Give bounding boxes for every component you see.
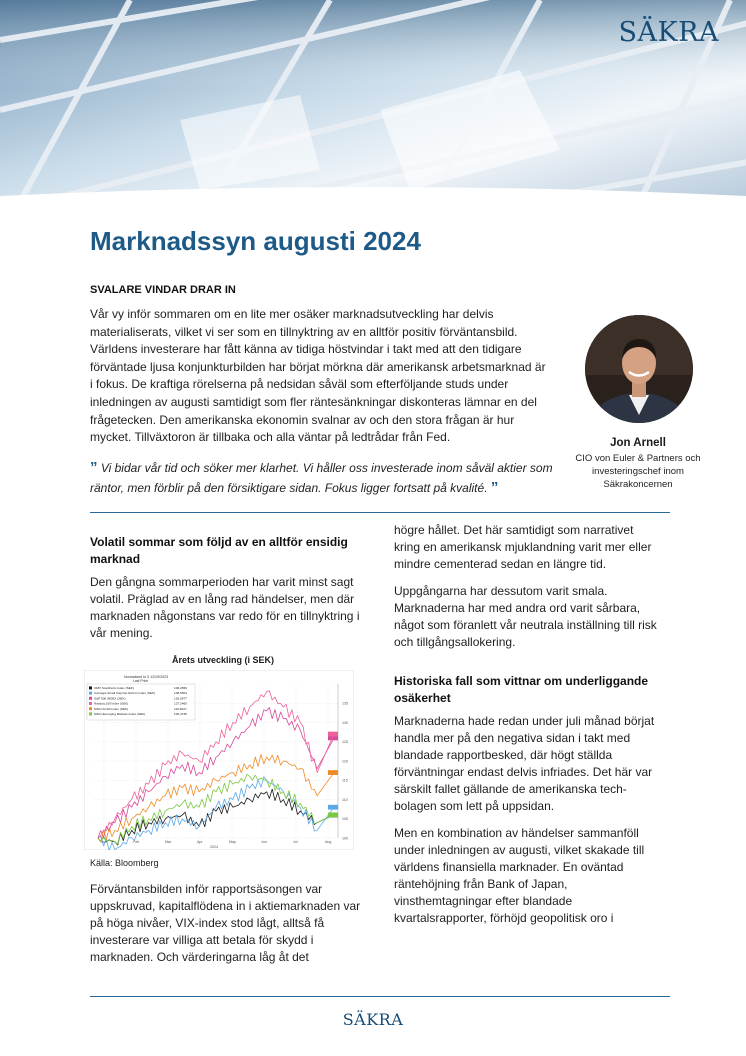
right-paragraph-2: Uppgångarna har dessutom varit smala. Marknaderna har med andra ord varit sårbara, något som föranlett vår neutrala inställning till risk och tillgångsallokering. — [394, 584, 657, 649]
right-heading: Historiska fall som vittnar om underliggande osäkerhet — [394, 674, 649, 705]
quote-close-icon: ” — [490, 479, 499, 496]
chart-series-end-marker — [328, 813, 338, 818]
chart-y-tick-label: 125 — [342, 740, 348, 745]
right-paragraph-3: Marknaderna hade redan under juli månad börjat handla mer på den negativa sidan i takt med blandade rapportbesked, där högt ställda förväntningar endast delvis infriades. Det här var särskilt fallet gällande de amerikanska tech-bolagen som lett på uppsidan. — [394, 714, 655, 813]
chart-y-tick-label: 100 — [342, 836, 348, 841]
chart-series-end-marker — [328, 770, 338, 775]
left-paragraph-2: Förväntansbilden inför rapportsäsongen var uppskruvad, kapitalflödena in i aktiemarknaden var på höga nivåer, VIX-index stod lågt, alltså få investerare var villiga att betala för skydd i marknaden. Och värderingarna låg åt det — [90, 882, 361, 964]
right-paragraph-1: högre hållet. Det här samtidigt som narrativet kring en amerikansk mjuklandning varit mer eller mindre cementerad sedan en längre tid. — [394, 523, 652, 571]
chart-legend-swatch — [89, 712, 92, 715]
chart-legend-label: Carnegie Small Cap Net Return Index (SEK) — [94, 691, 156, 696]
left-heading: Volatil sommar som följd av en alltför ensidig marknad — [90, 535, 348, 566]
right-paragraph-4: Men en kombination av händelser sammanföll under inledningen av augusti, vilket skakade till världens finansiella marknader. En oväntad räntehöjning från Bank of Japan, vinsthemtagningar efter blandade kvartalsrapporter, förhöjd geopolitisk oro i — [394, 826, 645, 925]
author-name: Jon Arnell — [610, 437, 666, 449]
chart-x-tick-label: Feb — [133, 840, 140, 844]
chart-legend-swatch — [89, 686, 92, 689]
author-portrait — [585, 315, 693, 423]
divider-bottom — [90, 996, 670, 997]
chart-legend-label: S&P 500 INDEX (SEK) — [94, 696, 126, 701]
footer-logo: SÄKRA — [342, 1010, 404, 1029]
chart-svg — [84, 670, 354, 850]
chart-legend-value: 106.2659 — [174, 686, 187, 690]
chart-series-end-marker — [328, 732, 338, 737]
chart-x-tick-label: Jun — [261, 840, 267, 844]
chart-legend-value: 127.2460 — [174, 701, 187, 706]
chart-legend-swatch — [89, 697, 92, 700]
chart-y-tick-label: 110 — [342, 797, 348, 802]
kicker-heading: SVALARE VINDAR DRAR IN — [90, 284, 236, 296]
chart-y-tick-label: 115 — [342, 778, 348, 783]
quote-text: Vi bidar vår tid och söker mer klarhet. Vi håller oss investerade inom såväl aktier som räntor, men förblir på den försiktigare sidan. Fokus ligger fortsatt på kvalité. — [90, 461, 553, 495]
chart-x-tick-label: Jan — [101, 840, 107, 844]
chart-legend-label: MSCI Emerging Markets Index (SEK) — [94, 712, 146, 716]
chart-y-tick-label: 120 — [342, 759, 348, 764]
chart-title: Årets utveckling (i SEK) — [171, 655, 275, 665]
chart-legend-swatch — [89, 702, 92, 705]
right-column — [394, 522, 662, 937]
left-column-lower — [90, 881, 362, 976]
chart-legend-label: OMX Stockholm Index (SEK) — [94, 686, 134, 690]
intro-paragraph: Vår vy inför sommaren om en lite mer osäker marknadsutveckling har delvis materialiserats, vilket vi ser som en tillnyktring av en alltför positiv förväntansbild. Världens investerare har fått känna av tidiga höstvindar i takt med att den tidigare förväntade ljusa konjunkturbilden har börjat mörkna där amerikansk arbetsmarknad är i fokus. De kraftiga rörelserna på nedsidan såväl som efterföljande studs under inledningen av augusti samtidigt som fler räntesänkningar diskonteras lämnar en del frågetecken. Den amerikanska ekonomin svalnar av och den stora frågan är hur mycket. Tillväxtoron är tillbaka och alla väntar på ledtrådar från Fed. — [90, 307, 546, 445]
quote-open-icon: ” — [90, 459, 98, 476]
chart-legend-label: MSCI ACWI Index (SEK) — [94, 706, 129, 711]
chart-x-tick-label: May — [229, 840, 236, 844]
chart-x-tick-label: Aug — [325, 840, 332, 844]
chart-x-tick-label: Mar — [165, 840, 172, 844]
author-role: CIO von Euler & Partners och investeringschef inom Säkrakoncernen — [575, 453, 701, 490]
chart-x-tick-label: Jul — [293, 840, 298, 844]
chart-legend-swatch — [89, 707, 92, 710]
chart-header-text: Normalized to 0 12/29/2023 — [124, 675, 169, 679]
chart-y-tick-label: 130 — [342, 720, 348, 725]
chart-series-end-marker — [328, 805, 338, 810]
brand-logo: SÄKRA — [618, 17, 719, 48]
chart-y-tick-label: 105 — [342, 817, 348, 822]
chart-legend-value: 126.0977 — [174, 696, 187, 701]
performance-chart — [84, 670, 354, 850]
chart-legend-value: 106.4735 — [174, 712, 187, 716]
chart-legend-value: 116.6027 — [174, 706, 187, 711]
page-title: Marknadssyn augusti 2024 — [90, 226, 421, 256]
chart-x-year: 2024 — [210, 845, 218, 849]
left-paragraph-1: Den gångna sommarperioden har varit minst sagt volatil. Präglad av en lång rad händelser, men där marknaden någonstans var redo för en tillnyktring i vår mening. — [90, 575, 360, 640]
left-column — [90, 534, 362, 652]
chart-legend-value: 108.5503 — [174, 691, 187, 696]
chart-header-sub: Last Price — [133, 679, 149, 683]
chart-y-tick-label: 135 — [342, 701, 348, 706]
chart-x-tick-label: Apr — [197, 840, 203, 844]
divider-top — [90, 512, 670, 513]
hero-image — [0, 0, 746, 202]
pull-quote — [90, 458, 560, 498]
chart-source: Källa: Bloomberg — [90, 858, 159, 868]
chart-legend-swatch — [89, 692, 92, 695]
chart-legend-label: Nasdaq 100 Index (SEK) — [94, 701, 129, 706]
